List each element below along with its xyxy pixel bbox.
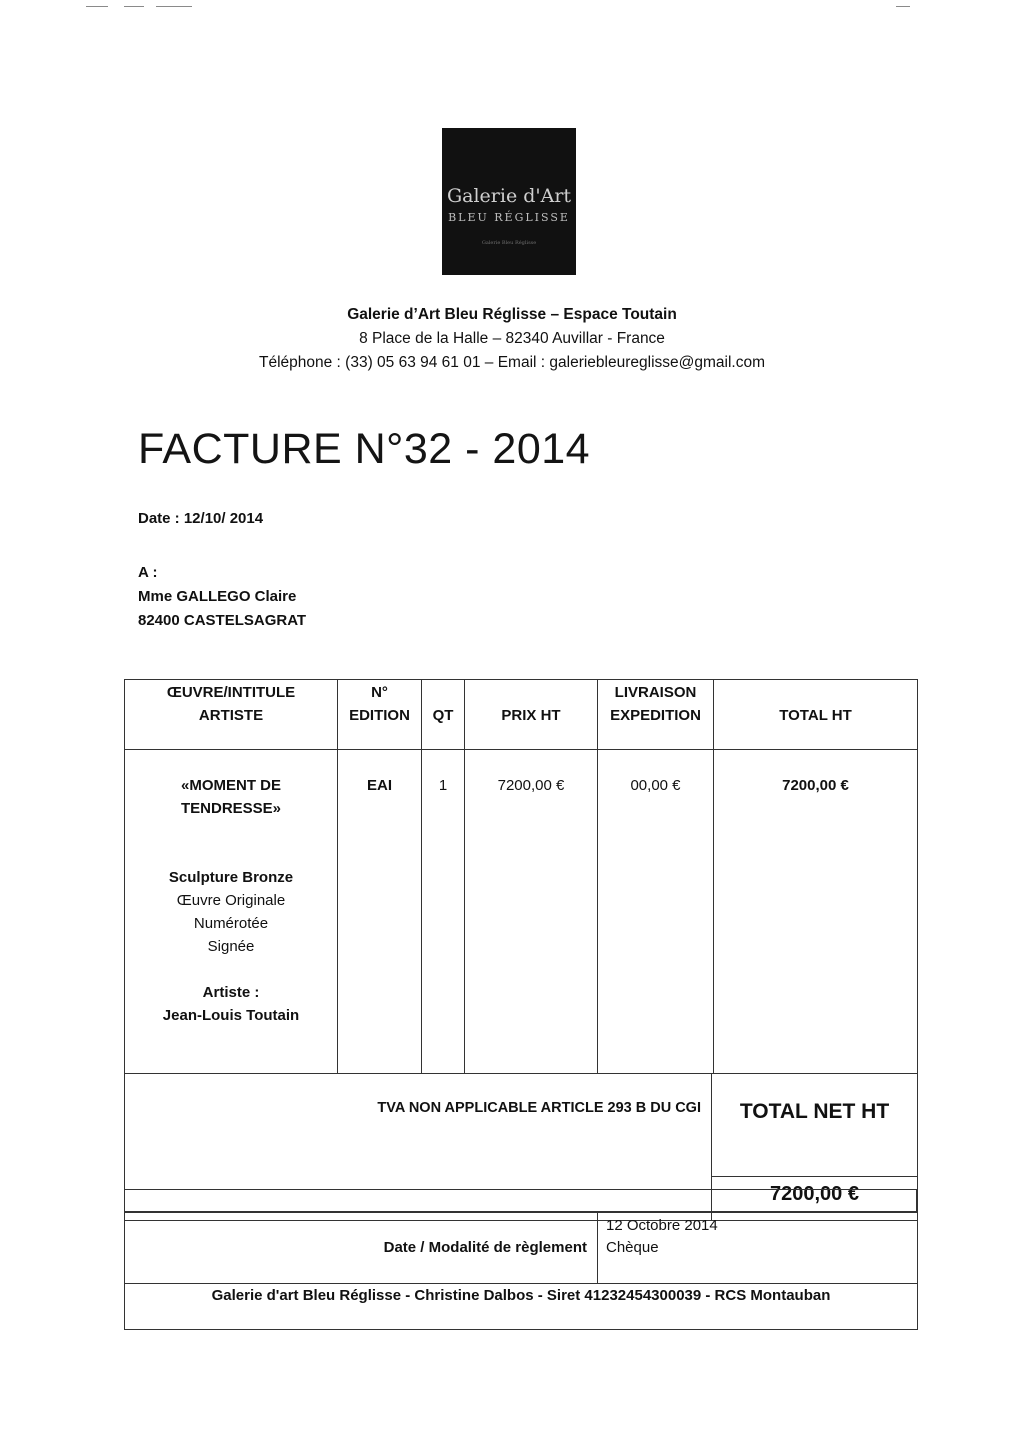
client-city: 82400 CASTELSAGRAT (138, 612, 307, 629)
work-type: Sculpture Bronze (168, 869, 294, 886)
cell-price: 7200,00 € (465, 750, 598, 1074)
logo-line2: BLEU RÉGLISSE (448, 211, 570, 224)
gallery-logo (442, 128, 576, 275)
scan-mark (86, 6, 108, 7)
header-delivery-line1: LIVRAISON (614, 684, 697, 701)
table-row (125, 750, 918, 1074)
invoice-table (124, 679, 918, 1074)
artist-name: Jean-Louis Toutain (162, 1007, 300, 1024)
header-work (125, 680, 338, 750)
payment-method: Chèque (606, 1239, 659, 1256)
header-work-line1: ŒUVRE/INTITULE (166, 684, 296, 701)
gallery-name: Galerie d’Art Bleu Réglisse – Espace Toutain (347, 306, 677, 323)
recipient-label: A : (138, 564, 158, 581)
client-name: Mme GALLEGO Claire (138, 588, 297, 605)
artist-label: Artiste : (202, 984, 260, 1001)
cell-work (125, 750, 338, 1074)
payment-date: 12 Octobre 2014 (606, 1217, 718, 1234)
footer-legal: Galerie d'art Bleu Réglisse - Christine Dalbos - Siret 41232454300039 - RCS Montauban (125, 1284, 918, 1330)
payment-table (124, 1212, 918, 1330)
logo-line1: Galerie d'Art (446, 185, 572, 207)
header-total: TOTAL HT (714, 680, 918, 750)
cell-qty: 1 (422, 750, 465, 1074)
header-edition (338, 680, 422, 750)
work-desc-1: Œuvre Originale (176, 892, 286, 909)
header-delivery-line2: EXPEDITION (610, 707, 701, 724)
header-delivery (598, 680, 714, 750)
invoice-date: Date : 12/10/ 2014 (138, 510, 264, 527)
total-net-value: 7200,00 € (712, 1177, 918, 1221)
total-net-label: TOTAL NET HT (712, 1074, 918, 1177)
tva-note: TVA NON APPLICABLE ARTICLE 293 B DU CGI (125, 1074, 712, 1221)
gallery-contact: Téléphone : (33) 05 63 94 61 01 – Email : galeriebleureglisse@gmail.com (259, 354, 765, 371)
scan-mark (896, 6, 910, 7)
header-edition-line2: EDITION (349, 707, 410, 724)
divider-row (124, 1189, 917, 1212)
cell-delivery: 00,00 € (598, 750, 714, 1074)
work-desc-3: Signée (207, 938, 255, 955)
cell-edition: EAI (338, 750, 422, 1074)
header-price: PRIX HT (465, 680, 598, 750)
cell-total: 7200,00 € (714, 750, 918, 1074)
header-edition-line1: N° (371, 684, 388, 701)
header-work-line2: ARTISTE (198, 707, 264, 724)
header-qty: QT (422, 680, 465, 750)
invoice-title: FACTURE N°32 - 2014 (138, 425, 591, 473)
scan-mark (156, 6, 192, 7)
payment-value (598, 1213, 918, 1284)
work-title-line2: TENDRESSE» (180, 800, 282, 817)
gallery-address: 8 Place de la Halle – 82340 Auvillar - France (359, 330, 665, 347)
work-title-line1: «MOMENT DE (180, 777, 281, 794)
work-desc-2: Numérotée (193, 915, 269, 932)
payment-label: Date / Modalité de règlement (125, 1213, 598, 1284)
logo-caption: Galerie Bleu Réglisse (481, 240, 537, 246)
scan-mark (124, 6, 144, 7)
table-header-row (125, 680, 918, 750)
